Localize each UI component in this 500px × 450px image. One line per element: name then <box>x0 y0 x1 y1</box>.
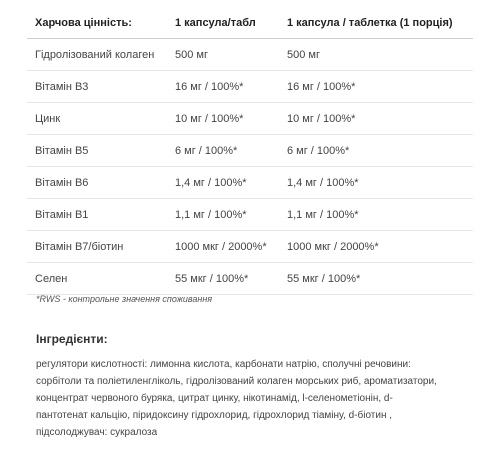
ingredients-line: концентрат червоного буряка, цитрат цинку, нікотинамід, l-селенометіонін, d- <box>36 393 393 404</box>
nutrient-name: Вітамін B5 <box>27 135 167 167</box>
nutrient-name: Вітамін B3 <box>27 71 167 103</box>
column-header-per-serving: 1 капсула / таблетка (1 порція) <box>279 8 473 39</box>
per-capsule-value: 500 мг <box>167 39 279 71</box>
per-serving-value: 1,1 мг / 100%* <box>279 199 473 231</box>
nutrient-name: Вітамін B1 <box>27 199 167 231</box>
per-capsule-value: 55 мкг / 100%* <box>167 263 279 295</box>
nutrient-name: Вітамін B6 <box>27 167 167 199</box>
ingredients-line: пантотенат кальцію, піридоксину гідрохлорид, гідрохлорид тіаміну, d-біотин , <box>36 410 393 421</box>
per-serving-value: 1,4 мг / 100%* <box>279 167 473 199</box>
nutrient-name: Гідролізований колаген <box>27 39 167 71</box>
per-capsule-value: 10 мг / 100%* <box>167 103 279 135</box>
table-header-row <box>27 8 473 39</box>
per-capsule-value: 1,4 мг / 100%* <box>167 167 279 199</box>
per-serving-value: 1000 мкг / 2000%* <box>279 231 473 263</box>
ingredients-text <box>36 356 456 441</box>
per-capsule-value: 1000 мкг / 2000%* <box>167 231 279 263</box>
nutrient-name: Селен <box>27 263 167 295</box>
per-serving-value: 500 мг <box>279 39 473 71</box>
per-capsule-value: 16 мг / 100%* <box>167 71 279 103</box>
column-header-nutrient: Харчова цінність: <box>27 8 167 39</box>
table-row <box>27 103 473 135</box>
table-row <box>27 167 473 199</box>
per-serving-value: 55 мкг / 100%* <box>279 263 473 295</box>
ingredients-line: підсолоджувач: сукралоза <box>36 427 158 438</box>
rws-footnote: *RWS - контрольне значення споживання <box>36 294 213 304</box>
per-serving-value: 10 мг / 100%* <box>279 103 473 135</box>
per-capsule-value: 6 мг / 100%* <box>167 135 279 167</box>
per-capsule-value: 1,1 мг / 100%* <box>167 199 279 231</box>
ingredients-line: регулятори кислотності: лимонна кислота, карбонати натрію, сполучні речовини: <box>36 359 411 370</box>
nutrition-table <box>27 8 473 295</box>
nutrient-name: Цинк <box>27 103 167 135</box>
nutrient-name: Вітамін B7/біотин <box>27 231 167 263</box>
table-row <box>27 39 473 71</box>
ingredients-title: Інгредієнти: <box>36 332 108 346</box>
table-row <box>27 71 473 103</box>
table-row <box>27 263 473 295</box>
table-row <box>27 231 473 263</box>
table-row <box>27 199 473 231</box>
table-row <box>27 135 473 167</box>
column-header-per-capsule: 1 капсула/табл <box>167 8 279 39</box>
ingredients-line: сорбітоли та поліетиленгліколь, гідролізований колаген морських риб, ароматизатори, <box>36 376 437 387</box>
per-serving-value: 6 мг / 100%* <box>279 135 473 167</box>
per-serving-value: 16 мг / 100%* <box>279 71 473 103</box>
